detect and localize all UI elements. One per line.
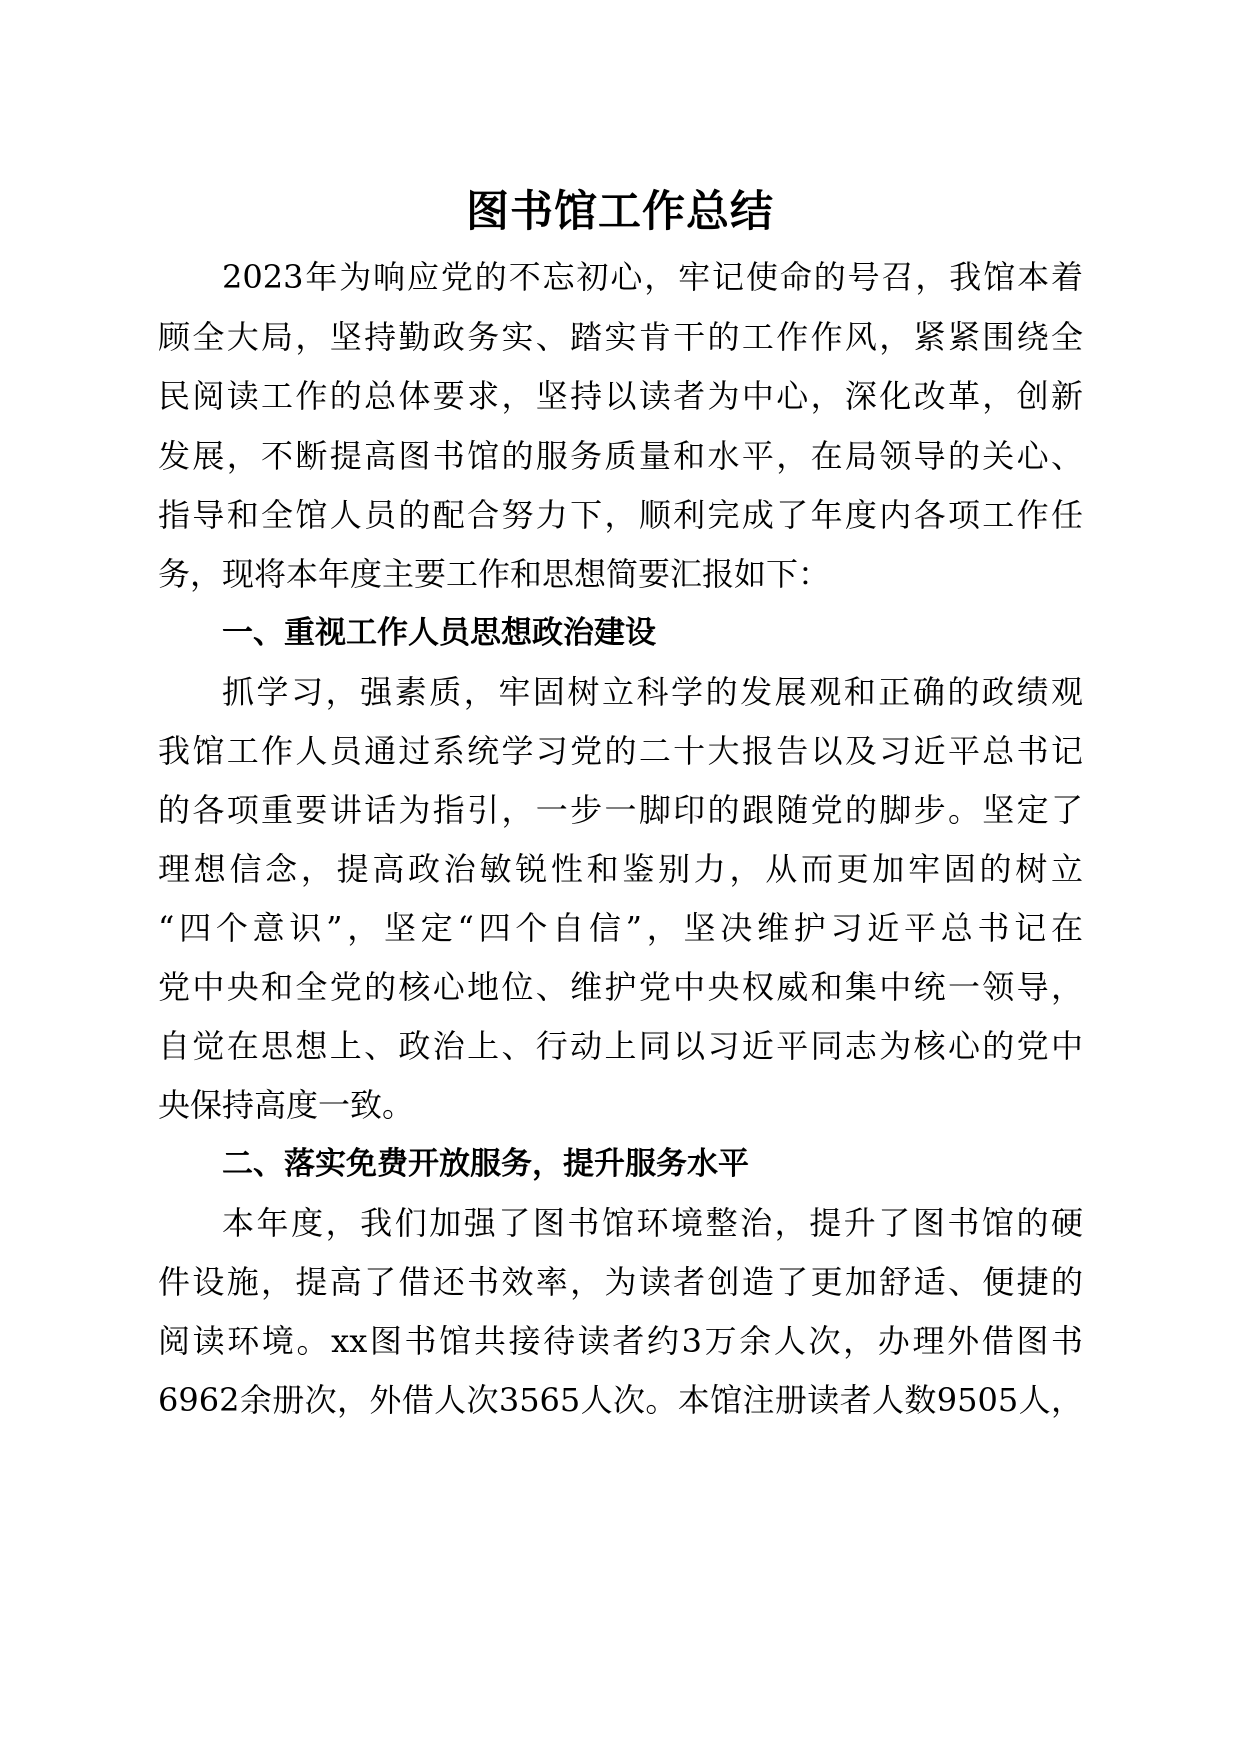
section2-line-4: 6962余册次，外借人次3565人次。本馆注册读者人数9505人，: [158, 1381, 1083, 1419]
document-title: 图书馆工作总结: [466, 187, 774, 237]
section1-line-2: 我馆工作人员通过系统学习党的二十大报告以及习近平总书记: [158, 732, 1083, 770]
section1-line-1: 抓学习，强素质，牢固树立科学的发展观和正确的政绩观: [222, 673, 1083, 711]
section1-line-6: 党中央和全党的核心地位、维护党中央权威和集中统一领导，: [158, 968, 1083, 1006]
intro-line-1: 2023年为响应党的不忘初心，牢记使命的号召，我馆本着: [222, 258, 1083, 296]
intro-line-4: 发展，不断提高图书馆的服务质量和水平，在局领导的关心、: [158, 437, 1083, 475]
section2-line-1: 本年度，我们加强了图书馆环境整治，提升了图书馆的硬: [222, 1204, 1083, 1242]
section1-line-3: 的各项重要讲话为指引，一步一脚印的跟随党的脚步。坚定了: [158, 791, 1083, 829]
section1-line-4: 理想信念，提高政治敏锐性和鉴别力，从而更加牢固的树立: [158, 850, 1083, 888]
intro-line-2: 顾全大局，坚持勤政务实、踏实肯干的工作作风，紧紧围绕全: [158, 318, 1083, 356]
section2-line-2: 件设施，提高了借还书效率，为读者创造了更加舒适、便捷的: [158, 1263, 1083, 1301]
section1-line-5: “四个意识”，坚定“四个自信”，坚决维护习近平总书记在: [158, 909, 1083, 947]
section1-line-7: 自觉在思想上、政治上、行动上同以习近平同志为核心的党中: [158, 1027, 1083, 1065]
intro-line-3: 民阅读工作的总体要求，坚持以读者为中心，深化改革，创新: [158, 377, 1083, 415]
section-heading-2: 二、落实免费开放服务，提升服务水平: [222, 1146, 749, 1182]
intro-line-6: 务，现将本年度主要工作和思想简要汇报如下：: [158, 555, 831, 593]
section1-line-8: 央保持高度一致。: [158, 1086, 415, 1124]
intro-line-5: 指导和全馆人员的配合努力下，顺利完成了年度内各项工作任: [158, 496, 1083, 534]
section2-line-3: 阅读环境。xx图书馆共接待读者约3万余人次，办理外借图书: [158, 1322, 1083, 1360]
section-heading-1: 一、重视工作人员思想政治建设: [222, 615, 656, 651]
